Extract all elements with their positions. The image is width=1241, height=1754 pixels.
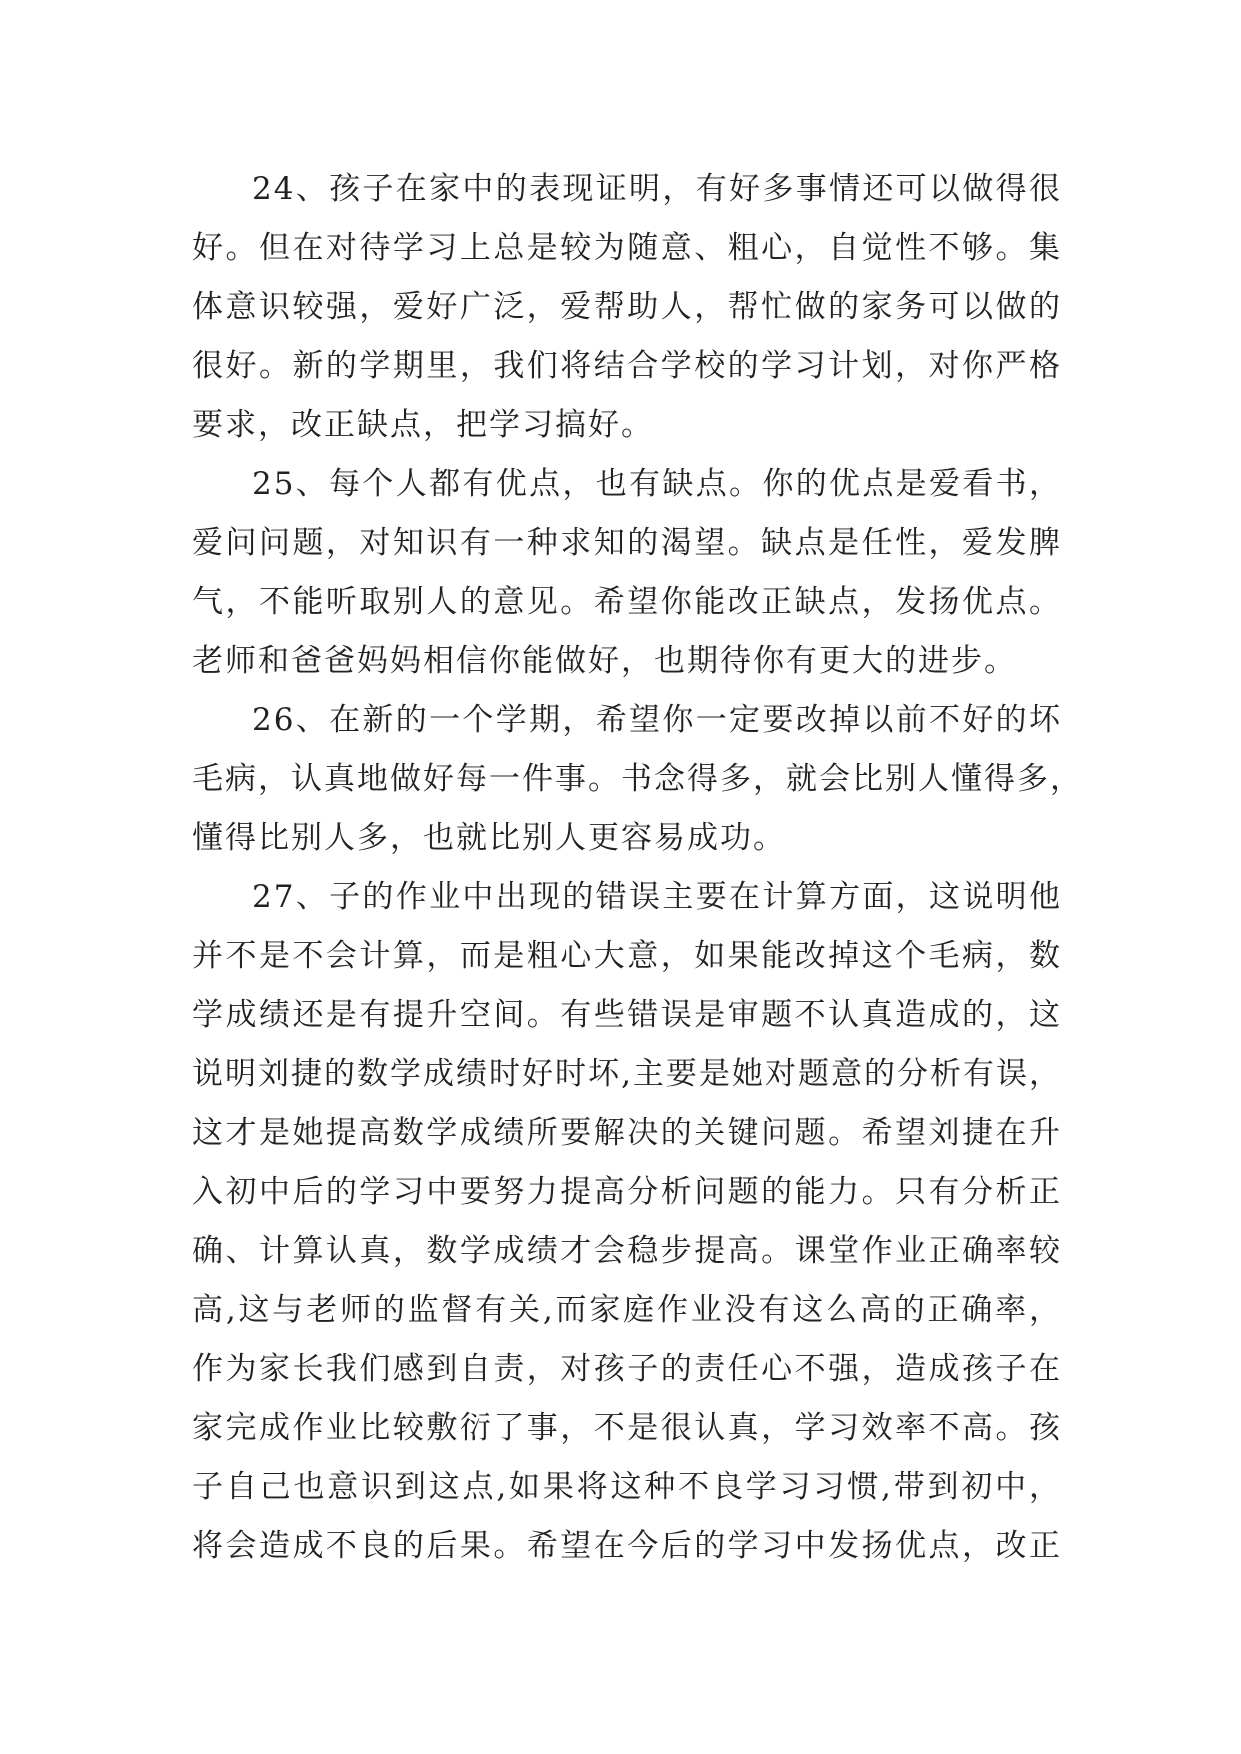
paragraph-line: 好。但在对待学习上总是较为随意、粗心，自觉性不够。集 (192, 230, 1062, 266)
paragraph-line: 高,这与老师的监督有关,而家庭作业没有这么高的正确率， (192, 1292, 1062, 1328)
paragraph-line: 26、在新的一个学期，希望你一定要改掉以前不好的坏 (252, 702, 1062, 738)
paragraph-line: 爱问问题，对知识有一种求知的渴望。缺点是任性，爱发脾 (192, 525, 1062, 561)
paragraph-line: 说明刘捷的数学成绩时好时坏,主要是她对题意的分析有误， (192, 1056, 1062, 1092)
paragraph-26 (192, 691, 1083, 868)
paragraph-line: 27、子的作业中出现的错误主要在计算方面，这说明他 (252, 879, 1062, 915)
paragraph-line: 毛病，认真地做好每一件事。书念得多，就会比别人懂得多， (192, 761, 1083, 797)
paragraph-line: 确、计算认真，数学成绩才会稳步提高。课堂作业正确率较 (192, 1233, 1062, 1269)
paragraph-line: 这才是她提高数学成绩所要解决的关键问题。希望刘捷在升 (192, 1115, 1062, 1151)
paragraph-line: 很好。新的学期里，我们将结合学校的学习计划，对你严格 (192, 348, 1062, 384)
paragraph-line: 家完成作业比较敷衍了事，不是很认真，学习效率不高。孩 (192, 1410, 1062, 1446)
paragraph-line: 气，不能听取别人的意见。希望你能改正缺点，发扬优点。 (192, 584, 1062, 620)
paragraph-line: 24、孩子在家中的表现证明，有好多事情还可以做得很 (252, 171, 1062, 207)
paragraph-line: 25、每个人都有优点，也有缺点。你的优点是爱看书， (252, 466, 1062, 502)
paragraph-24 (192, 160, 1062, 455)
paragraph-line: 要求，改正缺点，把学习搞好。 (192, 407, 654, 443)
paragraph-line: 懂得比别人多，也就比别人更容易成功。 (192, 820, 786, 856)
document-body (192, 160, 1083, 1576)
paragraph-25 (192, 455, 1062, 691)
paragraph-line: 作为家长我们感到自责，对孩子的责任心不强，造成孩子在 (192, 1351, 1062, 1387)
paragraph-line: 体意识较强，爱好广泛，爱帮助人，帮忙做的家务可以做的 (192, 289, 1062, 325)
paragraph-line: 子自己也意识到这点,如果将这种不良学习习惯,带到初中， (192, 1469, 1062, 1505)
paragraph-line: 老师和爸爸妈妈相信你能做好，也期待你有更大的进步。 (192, 643, 1017, 679)
paragraph-line: 学成绩还是有提升空间。有些错误是审题不认真造成的，这 (192, 997, 1062, 1033)
paragraph-line: 将会造成不良的后果。希望在今后的学习中发扬优点，改正 (192, 1528, 1062, 1564)
paragraph-27 (192, 868, 1062, 1576)
paragraph-line: 入初中后的学习中要努力提高分析问题的能力。只有分析正 (192, 1174, 1062, 1210)
paragraph-line: 并不是不会计算，而是粗心大意，如果能改掉这个毛病，数 (192, 938, 1062, 974)
